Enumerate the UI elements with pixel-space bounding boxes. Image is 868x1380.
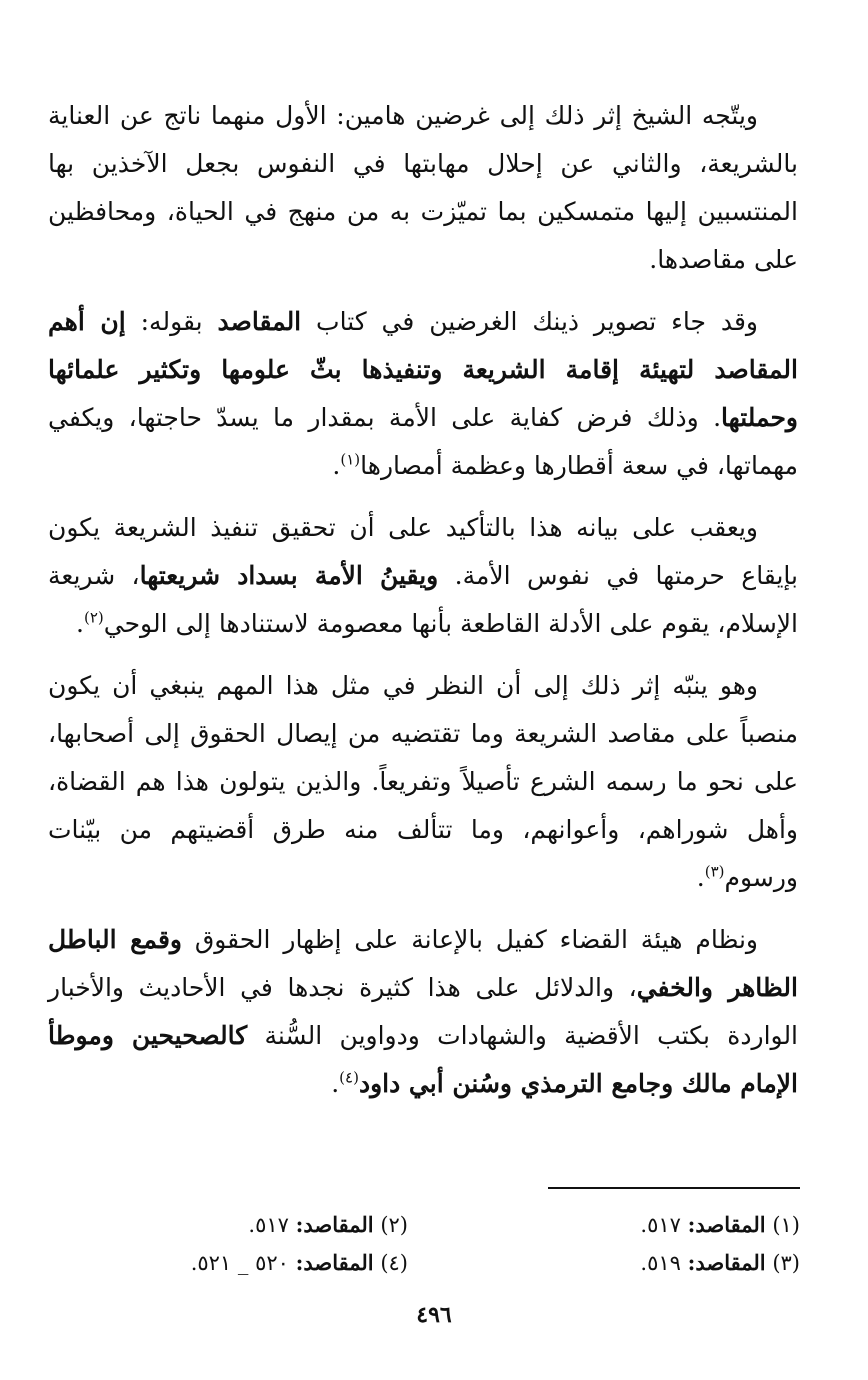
footnote-label: المقاصد: [687,1212,766,1237]
footnote-ref: ٥١٩. [640,1251,681,1275]
text-segment: . [331,1069,340,1098]
main-text [48,92,798,1122]
bold-text: كالصحيحين وموطأ الإمام مالك وجامع الترمذي وسُنن أبي داود [48,1021,798,1098]
paragraph-2 [48,298,798,490]
footnote-marker: (٤) [339,1068,359,1087]
paragraph-4 [48,662,798,902]
footnote-3 [640,1248,800,1278]
footnote-number: (٤) [380,1251,408,1275]
footnote-4 [191,1248,408,1278]
footnote-label: المقاصد: [295,1250,374,1275]
footnote-ref: ٥١٧. [640,1213,681,1237]
text-segment: ونظام هيئة القضاء كفيل بالإعانة على إظهار الحقوق [181,925,758,954]
text-segment: وهو ينبّه إثر ذلك إلى أن النظر في مثل هذا المهم ينبغي أن يكون منصباً على مقاصد الشريعة وما تقتضيه من إيصال الحقوق إلى أصحابها، على نحو ما رسمه الشرع تأصيلاً وتفريعاً. والذين يتولون هذا هم القضاة، وأهل شوراهم، وأعوانهم، وما تتألف منه طرق أقضيتهم من بيّنات ورسوم [48,671,798,892]
page-number: ٤٩٦ [416,1302,452,1328]
bold-text: إن أهم المقاصد لتهيئة إقامة الشريعة وتنفيذها بثّ علومها وتكثير علمائها وحملتها [48,307,798,432]
bold-text: ويقينُ الأمة بسداد شريعتها [139,561,439,590]
text-segment: ويتّجه الشيخ إثر ذلك إلى غرضين هامين: الأول منهما ناتج عن العناية بالشريعة، والثاني عن إحلال مهابتها في النفوس بجعل الآخذين بها المنتسبين إليها متمسكين بما تميّزت به من منهج في الحياة، ومحافظين على مقاصدها. [48,101,798,274]
text-segment: . [332,451,341,480]
text-segment: . وذلك فرض كفاية على الأمة بمقدار ما يسدّ حاجتها، ويكفي مهماتها، في سعة أقطارها وعظمة أمصارها [48,403,798,480]
footnote-label: المقاصد: [295,1212,374,1237]
paragraph-5 [48,916,798,1108]
text-segment: ، والدلائل على هذا كثيرة نجدها في الأحاديث والأخبار الواردة بكتب الأقضية والشهادات ودواوين السُّنة [48,973,799,1050]
bold-text: وقمع الباطل الظاهر والخفي [48,925,798,1002]
text-segment: وقد جاء تصوير ذينك الغرضين في كتاب [301,307,759,336]
footnote-ref: ٥١٧. [248,1213,289,1237]
footnote-marker: (٣) [704,862,725,881]
footnote-marker: (١) [340,450,361,469]
text-segment: ، شريعة الإسلام، يقوم على الأدلة القاطعة بأنها معصومة لاستنادها إلى الوحي [48,561,798,638]
footnote-ref: ٥٢٠ _ ٥٢١. [190,1251,289,1275]
footnote-marker: (٢) [83,608,104,627]
footnote-number: (٣) [772,1251,800,1275]
footnote-number: (١) [772,1213,800,1237]
text-segment: . [696,863,705,892]
text-segment: بقوله: [125,307,218,336]
footnote-separator [548,1187,800,1189]
paragraph-3 [48,504,798,648]
footnote-label: المقاصد: [687,1250,766,1275]
text-segment: . [76,609,84,638]
paragraph-1 [48,92,798,284]
footnote-1 [640,1210,800,1240]
footnote-2 [248,1210,408,1240]
bold-text: المقاصد [217,307,302,336]
text-segment: ويعقب على بيانه هذا بالتأكيد على أن تحقيق تنفيذ الشريعة يكون بإيقاع حرمتها في نفوس الأمة. [48,513,798,590]
footnote-number: (٢) [380,1213,408,1237]
